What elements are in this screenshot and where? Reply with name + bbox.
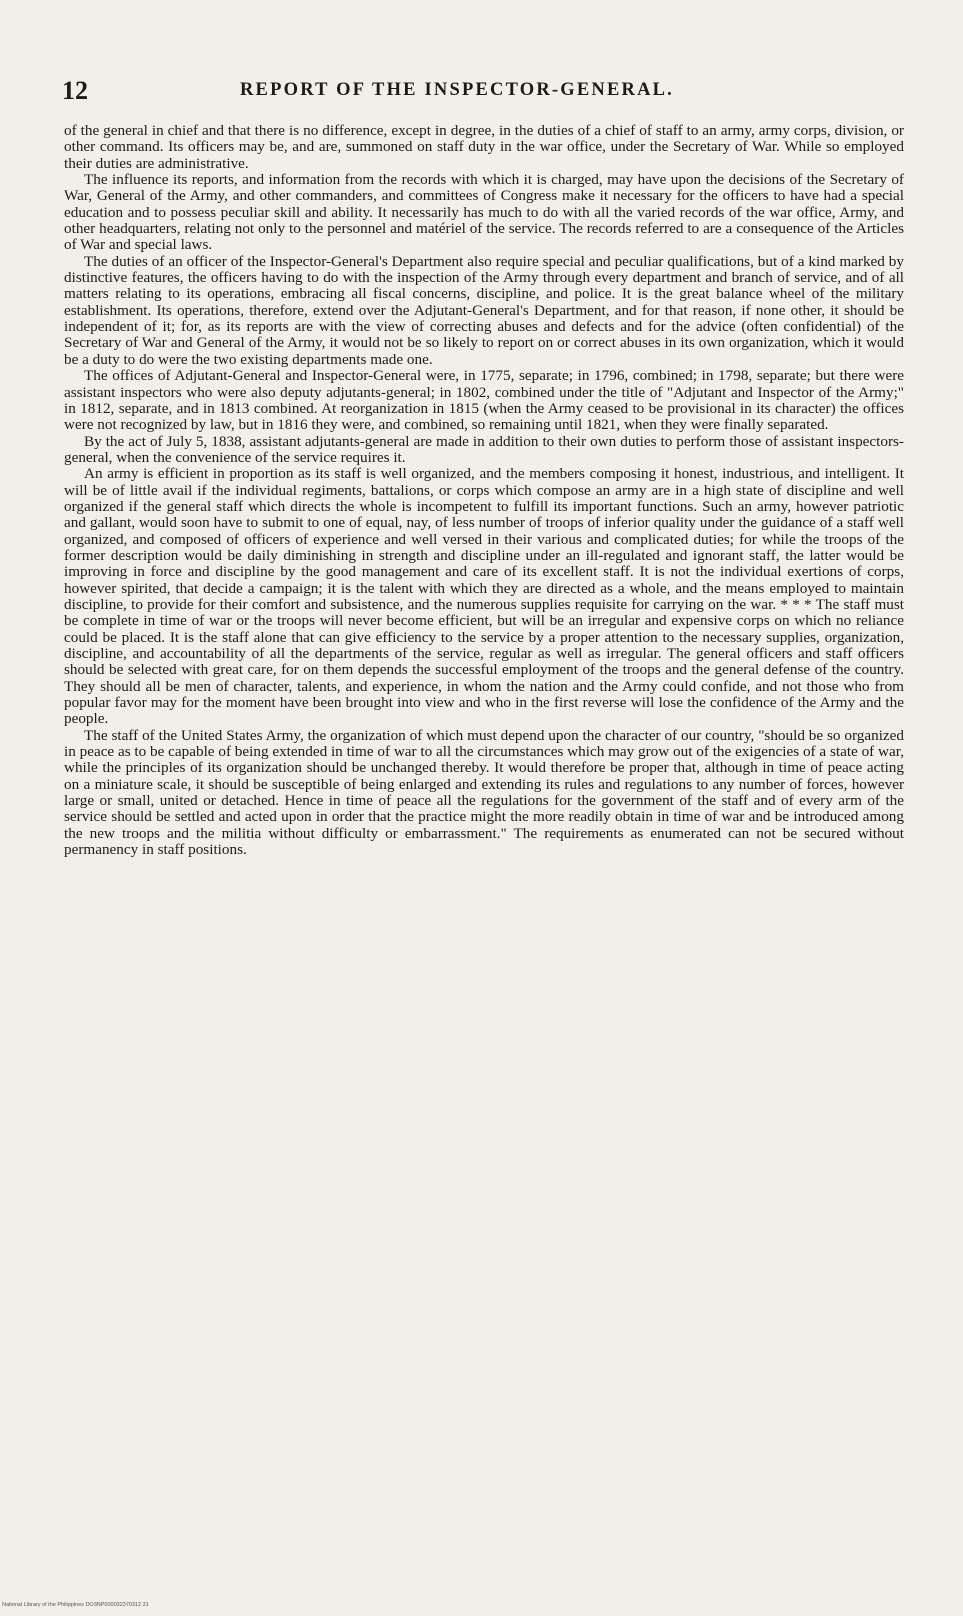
- paragraph: An army is efficient in proportion as its staff is well organized, and the members composing it honest, industrious, and intelligent. It will be of little avail if the individual regiments, battalions, or corps which compose an army are in a high state of discipline and well organized if the general staff which directs the whole is incompetent to fulfill its important functions. Such an army, however patriotic and gallant, would soon have to submit to one of equal, nay, of less number of troops of inferior quality under the guidance of a staff well organized, and composed of officers of experience and well versed in their various and complicated duties; for while the troops of the former description would be daily diminishing in strength and discipline under an ill-regulated and ignorant staff, the latter would be improving in force and discipline by the good management and care of its excellent staff. It is not the individual exertions of corps, however spirited, that decide a campaign; it is the talent with which they are directed as a whole, and the means employed to maintain discipline, to provide for their comfort and subsistence, and the numerous supplies requisite for carrying on the war. * * * The staff must be complete in time of war or the troops will never become efficient, but will be an irregular and expensive corps on which no reliance could be placed. It is the staff alone that can give efficiency to the service by a proper attention to the necessary supplies, organization, discipline, and accountability of all the departments of the service, regular as well as irregular. The general officers and staff officers should be selected with great care, for on them depends the successful employment of the troops and the general defense of the country. They should all be men of character, talents, and experience, in whom the nation and the Army could confide, and not those who from popular favor may for the moment have been brought into view and who in the first reverse will lose the confidence of the Army and the people.: [64, 465, 904, 728]
- page-header: [62, 76, 912, 108]
- page-number: 12: [62, 76, 88, 105]
- paragraph: The offices of Adjutant-General and Inspector-General were, in 1775, separate; in 1796, combined; in 1798, separate; but there were assistant inspectors who were also deputy adjutants-general; in 1802, combined under the title of "Adjutant and Inspector of the Army;" in 1812, separate, and in 1813 combined. At reorganization in 1815 (when the Army ceased to be provisional in its character) the offices were not recognized by law, but in 1816 they were, and combined, so remaining until 1821, when they were finally separated.: [64, 367, 904, 434]
- scan-footer: National Library of the Philippines DO3NP000032370312 31: [2, 1602, 149, 1608]
- paragraph: The duties of an officer of the Inspector-General's Department also require special and peculiar qualifications, but of a kind marked by distinctive features, the officers having to do with the inspection of the Army through every department and branch of service, and of all matters relating to its operations, embracing all fiscal concerns, discipline, and police. It is the great balance wheel of the military establishment. Its operations, therefore, extend over the Adjutant-General's Department, and for that reason, if none other, it should be independent of it; for, as its reports are with the view of correcting abuses and defects and for the advice (often confidential) of the Secretary of War and General of the Army, it would not be so likely to report on or correct abuses in its own organization, which it would be a duty to do were the two existing departments made one.: [64, 252, 904, 368]
- paragraph: By the act of July 5, 1838, assistant adjutants-general are made in addition to their own duties to perform those of assistant inspectors-general, when the convenience of the service requires it.: [64, 432, 904, 466]
- body-text: [64, 123, 904, 858]
- paragraph: The influence its reports, and information from the records with which it is charged, may have upon the decisions of the Secretary of War, General of the Army, and other commanders, and committees of Congress make it necessary for the officers to have had a special education and to possess peculiar skill and ability. It necessarily has much to do with all the varied records of the war office, Army, and other headquarters, relating not only to the personnel and matériel of the service. The records referred to are a consequence of the Articles of War and special laws.: [64, 171, 904, 254]
- paragraph: The staff of the United States Army, the organization of which must depend upon the character of our country, "should be so organized in peace as to be capable of being extended in time of war to all the circumstances which may grow out of the exigencies of a state of war, while the principles of its organization should be unchanged thereby. It would therefore be proper that, although in time of peace acting on a miniature scale, it should be susceptible of being enlarged and extending its rules and regulations to any number of forces, however large or small, united or detached. Hence in time of peace all the regulations for the government of the staff and of every arm of the service should be settled and acted upon in order that the practice might the more readily obtain in time of war and be introduced among the new troops and the militia without difficulty or embarrassment." The requirements as enumerated can not be secured without permanency in staff positions.: [64, 726, 904, 859]
- running-head: REPORT OF THE INSPECTOR-GENERAL.: [240, 80, 674, 100]
- paragraph: of the general in chief and that there is no difference, except in degree, in the duties of a chief of staff to an army, army corps, division, or other command. Its officers may be, and are, summoned on staff duty in the war office, under the Secretary of War. While so employed their duties are administrative.: [64, 122, 904, 172]
